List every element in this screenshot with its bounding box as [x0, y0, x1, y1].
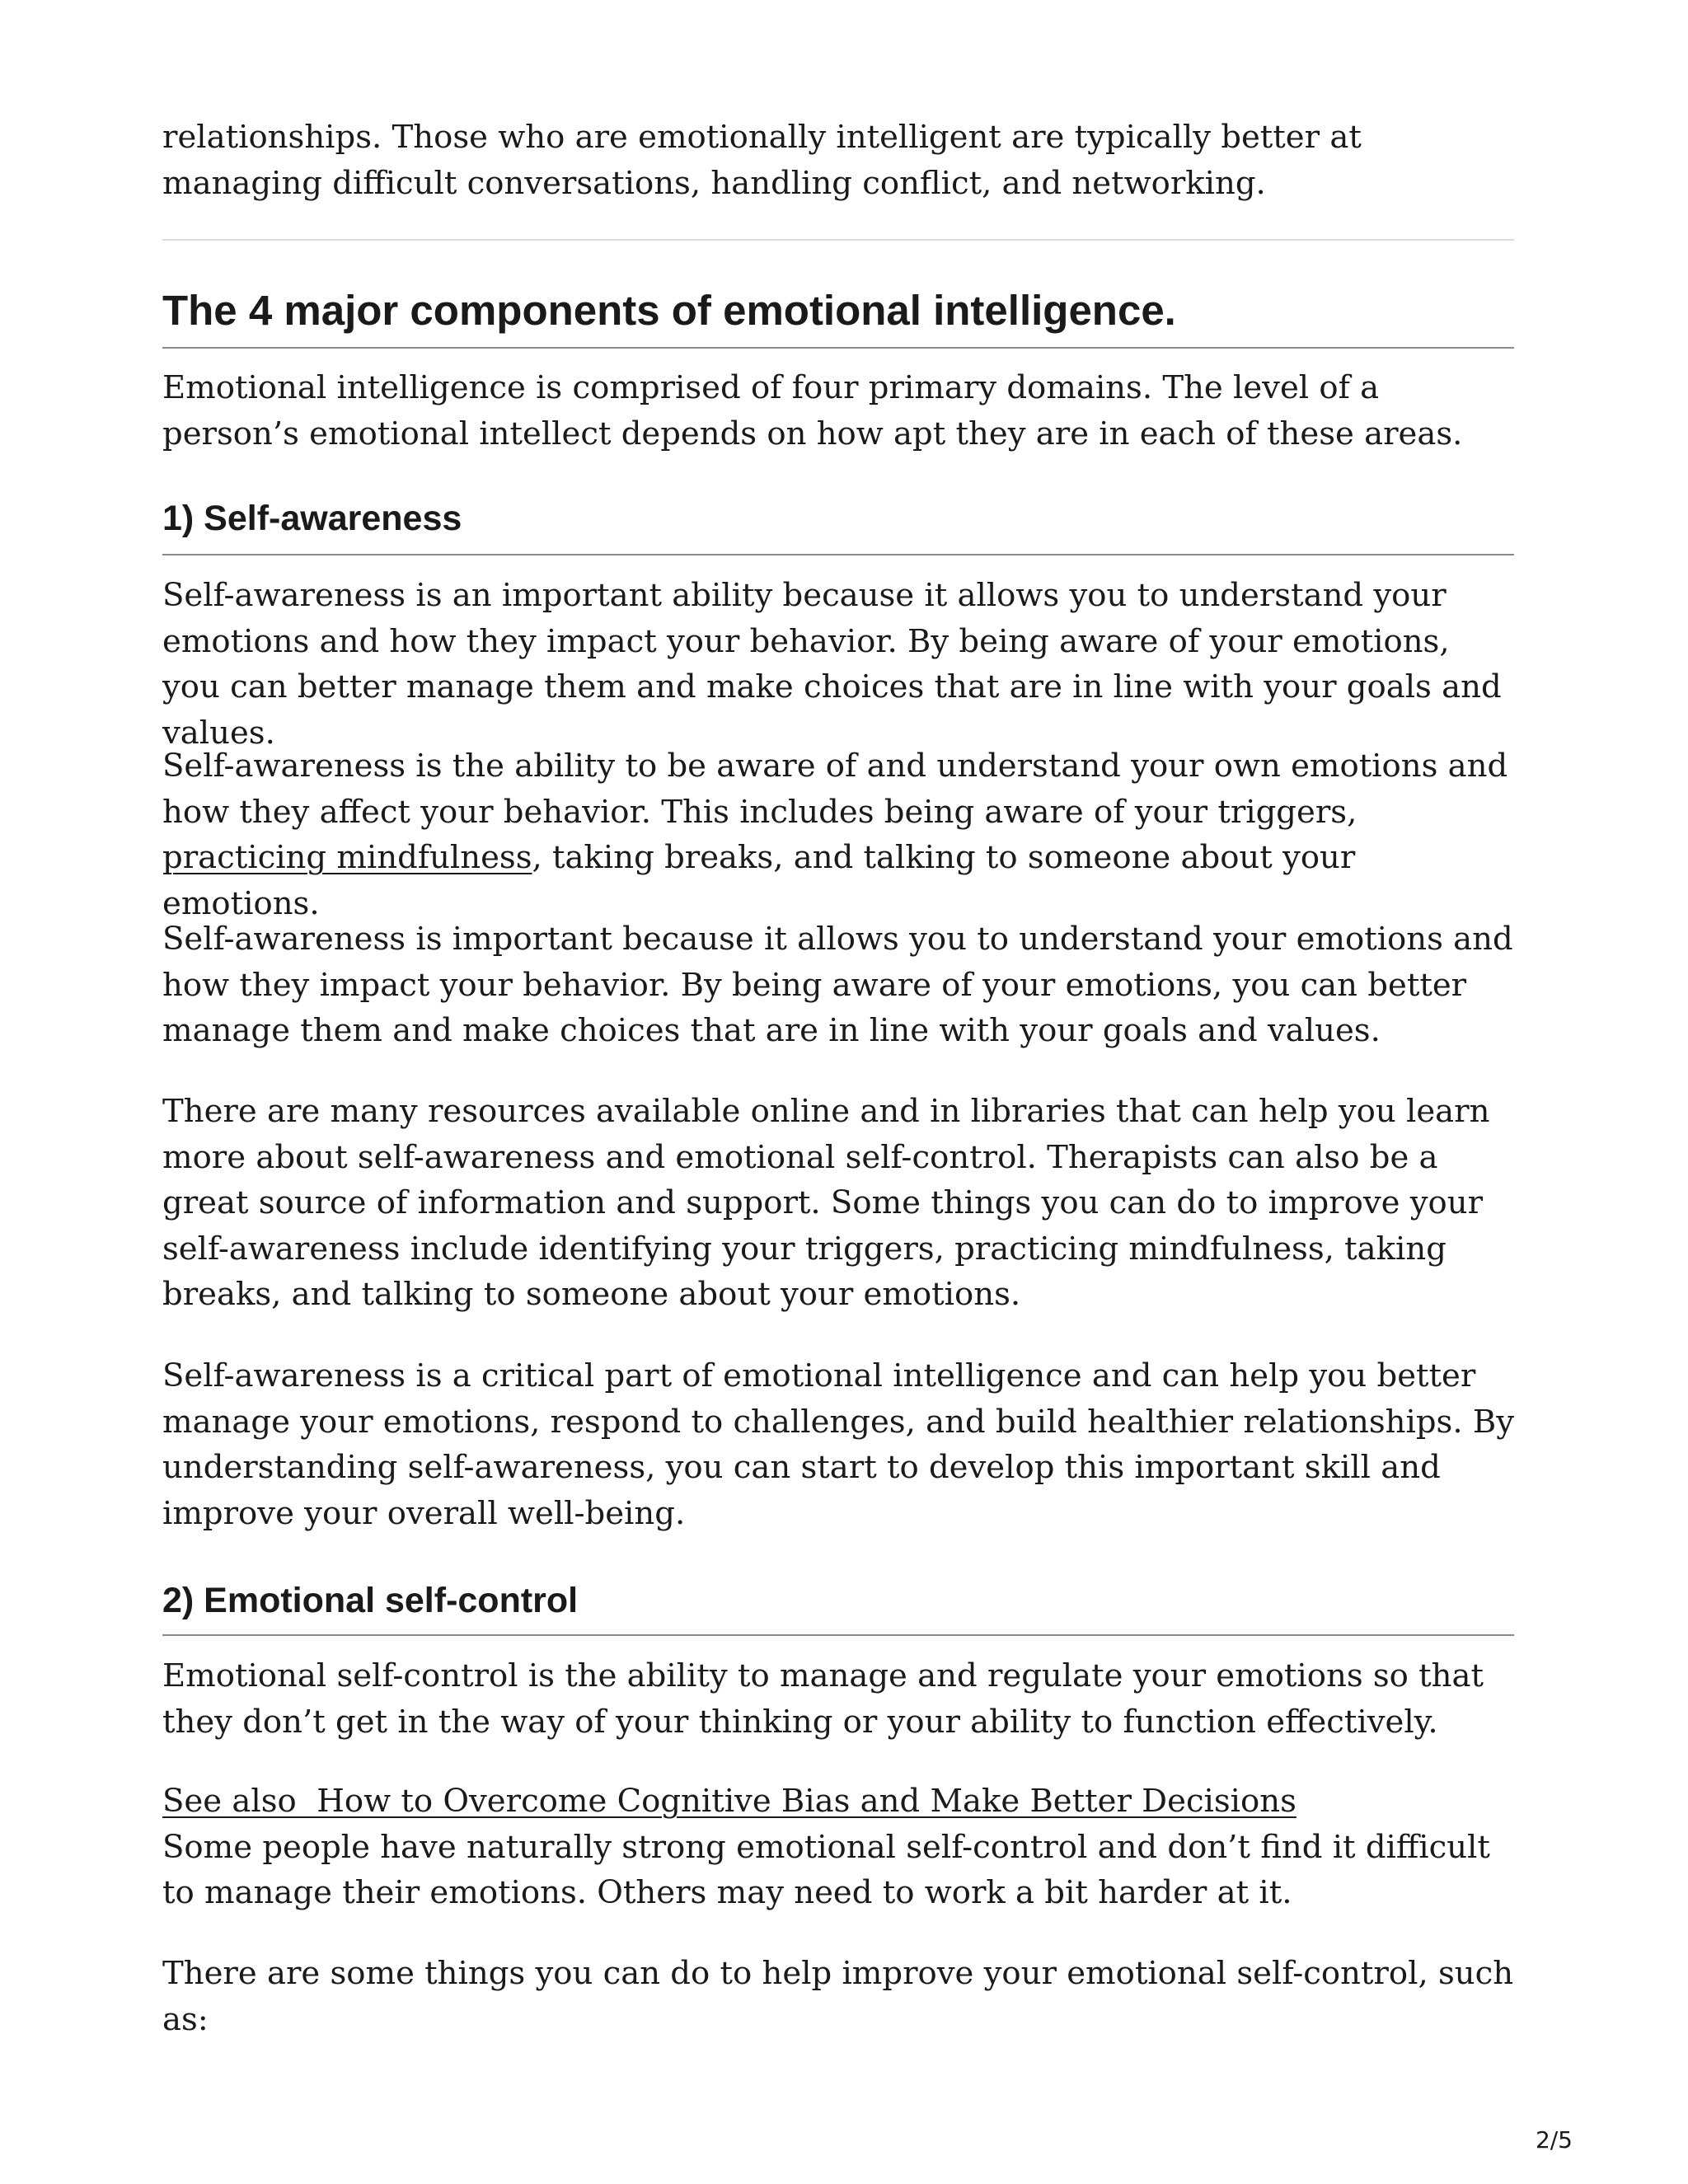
see-also-line [162, 1779, 1514, 1825]
self-awareness-p2-block [162, 743, 1514, 926]
main-section-intro [162, 365, 1514, 457]
self-awareness-p5-block [162, 1353, 1514, 1536]
self-awareness-paragraph-3: Self-awareness is important because it allows you to understand your emotions and how they impact your behavior. By being aware of your emotions, you can better manage them and make choices that are in line with your goals and values. [162, 921, 1513, 1049]
self-control-heading: 2) Emotional self-control [162, 1579, 1514, 1636]
self-awareness-paragraph-5: Self-awareness is a critical part of emotional intelligence and can help you better manage your emotions, respond to challenges, and build healthier relationships. By understanding self-awareness, you can start to develop this important skill and improve your overall well-being. [162, 1357, 1514, 1532]
self-awareness-p3-block [162, 916, 1514, 1054]
self-awareness-heading: 1) Self-awareness [162, 497, 1514, 555]
paragraph-text: Self-awareness is the ability to be aware of and understand your own emotions and how they affect your behavior. This includes being aware of your triggers, [162, 748, 1508, 831]
self-awareness-heading-block [162, 497, 1514, 555]
page-number: 2/5 [1535, 2126, 1573, 2154]
self-control-paragraph-3: There are some things you can do to help improve your emotional self-control, such as: [162, 1955, 1514, 2038]
practicing-mindfulness-link[interactable]: practicing mindfulness [162, 839, 532, 876]
paragraph-text: , taking breaks, and talking to someone about your emotions. [162, 839, 1356, 922]
self-awareness-paragraph-1: Self-awareness is an important ability because it allows you to understand your emotions and how they impact your behavior. By being aware of your emotions, you can better manage them and make choices that are in line with your goals and values. [162, 577, 1502, 752]
self-control-p3-block [162, 1951, 1514, 2042]
self-awareness-p4-block [162, 1089, 1514, 1318]
main-section-heading: The 4 major components of emotional intelligence. [162, 286, 1514, 349]
main-section-paragraph: Emotional intelligence is comprised of four primary domains. The level of a person’s emotional intellect depends on how apt they are in each of these areas. [162, 369, 1463, 452]
self-control-paragraph-1: Emotional self-control is the ability to manage and regulate your emotions so that they don’t get in the way of your thinking or your ability to function effectively. [162, 1657, 1484, 1741]
self-control-p1-block [162, 1653, 1514, 1745]
self-control-heading-block [162, 1579, 1514, 1636]
self-control-paragraph-2: Some people have naturally strong emotional self-control and don’t find it difficult to manage their emotions. Others may need to work a bit harder at it. [162, 1828, 1490, 1911]
see-also-block [162, 1779, 1514, 1916]
intro-paragraph: relationships. Those who are emotionally intelligent are typically better at managing difficult conversations, handling conflict, and networking. [162, 119, 1362, 202]
intro-block [162, 115, 1514, 206]
self-awareness-p1-block [162, 573, 1514, 756]
section-divider [162, 239, 1514, 241]
main-section-heading-block [162, 286, 1514, 349]
self-awareness-paragraph-2 [162, 743, 1514, 926]
see-also-link[interactable]: See also How to Overcome Cognitive Bias and Make Better Decisions [162, 1783, 1296, 1820]
self-awareness-paragraph-4: There are many resources available online and in libraries that can help you learn more about self-awareness and emotional self-control. Therapists can also be a great source of information and support. Some things you can do to improve your self-awareness include identifying your triggers, practicing mindfulness, taking breaks, and talking to someone about your emotions. [162, 1093, 1490, 1313]
